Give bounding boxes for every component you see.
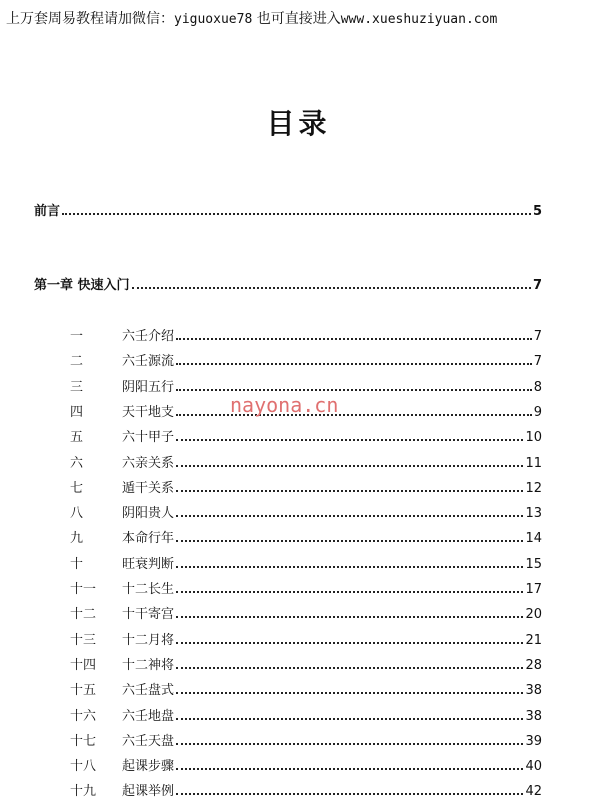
toc-entry-label: 天干地支 — [122, 404, 175, 420]
toc-dot-leader — [132, 287, 531, 289]
toc-page-number: 14 — [525, 531, 542, 547]
toc-entry-label: 起课举例 — [122, 784, 175, 800]
page-title: 目录 — [266, 107, 331, 140]
toc-section-number: 六 — [70, 455, 84, 471]
toc-dot-leader — [176, 515, 523, 517]
toc-page-number: 21 — [525, 632, 542, 648]
toc-page-number: 10 — [525, 430, 542, 446]
toc-entry-label: 六壬盘式 — [122, 683, 175, 699]
toc-entry-label: 六十甲子 — [122, 430, 175, 446]
toc-chapter-row[interactable] — [34, 199, 542, 219]
toc-section-number: 十一 — [70, 582, 97, 597]
toc-page-number: 7 — [533, 329, 542, 344]
toc-dot-leader — [176, 692, 523, 694]
header-middle-text: 也可直接进入 — [252, 11, 341, 27]
toc-page-number: 7 — [532, 278, 542, 293]
toc-section-number: 九 — [70, 531, 84, 547]
toc-section-row[interactable] — [70, 704, 542, 724]
toc-page-number: 15 — [525, 556, 542, 572]
toc-section-row[interactable] — [70, 501, 542, 521]
toc-dot-leader — [176, 439, 523, 441]
toc-section-number: 一 — [70, 329, 84, 344]
toc-page-number: 7 — [533, 354, 542, 370]
toc-section-number: 五 — [70, 430, 84, 446]
toc-section-number: 七 — [70, 480, 84, 496]
toc-section-number: 十 — [70, 556, 84, 572]
toc-entry-label: 前言 — [34, 204, 61, 219]
toc-dot-leader — [176, 793, 523, 795]
watermark-text: nayona.cn — [230, 393, 339, 417]
toc-entry-label: 十二长生 — [122, 582, 175, 597]
toc-section-number: 十三 — [70, 632, 97, 648]
toc-entry-label: 起课步骤 — [122, 759, 175, 775]
toc-section-row[interactable] — [70, 602, 542, 622]
toc-section-row[interactable] — [70, 577, 542, 597]
toc-entry-label: 十二神将 — [122, 657, 175, 673]
toc-section-row[interactable] — [70, 476, 542, 496]
toc-section-row[interactable] — [70, 552, 542, 572]
toc-dot-leader — [176, 490, 523, 492]
toc-section-number: 十八 — [70, 759, 97, 775]
page-header-banner — [6, 8, 591, 28]
toc-entry-label: 六壬地盘 — [122, 708, 175, 724]
toc-page-number: 20 — [525, 607, 542, 623]
toc-section-number: 四 — [70, 404, 84, 420]
toc-entry-label: 十二月将 — [122, 632, 175, 648]
toc-entry-label: 第一章 快速入门 — [34, 278, 130, 293]
toc-page-number: 42 — [525, 784, 542, 800]
toc-page-number: 40 — [525, 759, 542, 775]
header-prefix: 上万套周易教程请加微信： — [6, 11, 174, 27]
toc-dot-leader — [176, 465, 523, 467]
toc-section-number: 十六 — [70, 708, 97, 724]
toc-section-row[interactable] — [70, 375, 542, 395]
toc-dot-leader — [176, 389, 532, 391]
toc-section-row[interactable] — [70, 324, 542, 344]
toc-section-number: 八 — [70, 506, 84, 522]
toc-section-number: 十五 — [70, 683, 97, 699]
toc-dot-leader — [176, 591, 523, 593]
toc-section-row[interactable] — [70, 628, 542, 648]
toc-entry-label: 阴阳贵人 — [122, 506, 175, 522]
toc-dot-leader — [176, 338, 532, 340]
toc-entry-label: 旺衰判断 — [122, 556, 175, 572]
toc-section-row[interactable] — [70, 653, 542, 673]
toc-page-number: 38 — [525, 708, 542, 724]
toc-dot-leader — [176, 566, 523, 568]
toc-section-row[interactable] — [70, 425, 542, 445]
toc-dot-leader — [176, 616, 523, 618]
header-site-url[interactable]: www.xueshuziyuan.com — [340, 12, 498, 27]
toc-page-number: 28 — [525, 657, 542, 673]
toc-page-number: 13 — [525, 506, 542, 522]
toc-section-number: 三 — [70, 379, 84, 395]
toc-entry-label: 阴阳五行 — [122, 379, 175, 395]
header-wechat-id: yiguoxue78 — [174, 12, 253, 27]
toc-dot-leader — [176, 743, 523, 745]
toc-section-number: 十四 — [70, 657, 97, 673]
toc-section-row[interactable] — [70, 678, 542, 698]
toc-dot-leader — [176, 540, 523, 542]
toc-section-number: 十九 — [70, 784, 97, 800]
toc-page-number: 9 — [533, 404, 542, 420]
toc-section-row[interactable] — [70, 349, 542, 369]
toc-page-number: 5 — [532, 204, 542, 219]
toc-page-number: 38 — [525, 683, 542, 699]
toc-dot-leader — [176, 642, 523, 644]
toc-section-row[interactable] — [70, 754, 542, 774]
toc-section-number: 二 — [70, 354, 84, 370]
toc-section-number: 十七 — [70, 733, 97, 749]
toc-page-number: 8 — [533, 379, 542, 395]
toc-dot-leader — [176, 667, 523, 669]
toc-page-number: 39 — [525, 733, 542, 749]
toc-dot-leader — [62, 213, 531, 215]
toc-dot-leader — [176, 718, 523, 720]
toc-entry-label: 六壬介绍 — [122, 329, 175, 344]
toc-section-row[interactable] — [70, 779, 542, 799]
toc-entry-label: 六壬源流 — [122, 354, 175, 370]
toc-dot-leader — [176, 768, 523, 770]
toc-section-row[interactable] — [70, 526, 542, 546]
toc-page-number: 11 — [525, 455, 542, 471]
toc-entry-label: 六壬天盘 — [122, 733, 175, 749]
toc-entry-label: 本命行年 — [122, 531, 175, 547]
toc-dot-leader — [176, 363, 532, 365]
toc-chapter-row[interactable] — [34, 273, 542, 293]
toc-page-number: 17 — [525, 582, 542, 597]
toc-section-row[interactable] — [70, 729, 542, 749]
toc-entry-label: 六亲关系 — [122, 455, 175, 471]
toc-entry-label: 十干寄宫 — [122, 607, 175, 623]
toc-section-number: 十二 — [70, 607, 97, 623]
toc-entry-label: 遁干关系 — [122, 480, 175, 496]
toc-section-row[interactable] — [70, 451, 542, 471]
toc-page-number: 12 — [525, 480, 542, 496]
